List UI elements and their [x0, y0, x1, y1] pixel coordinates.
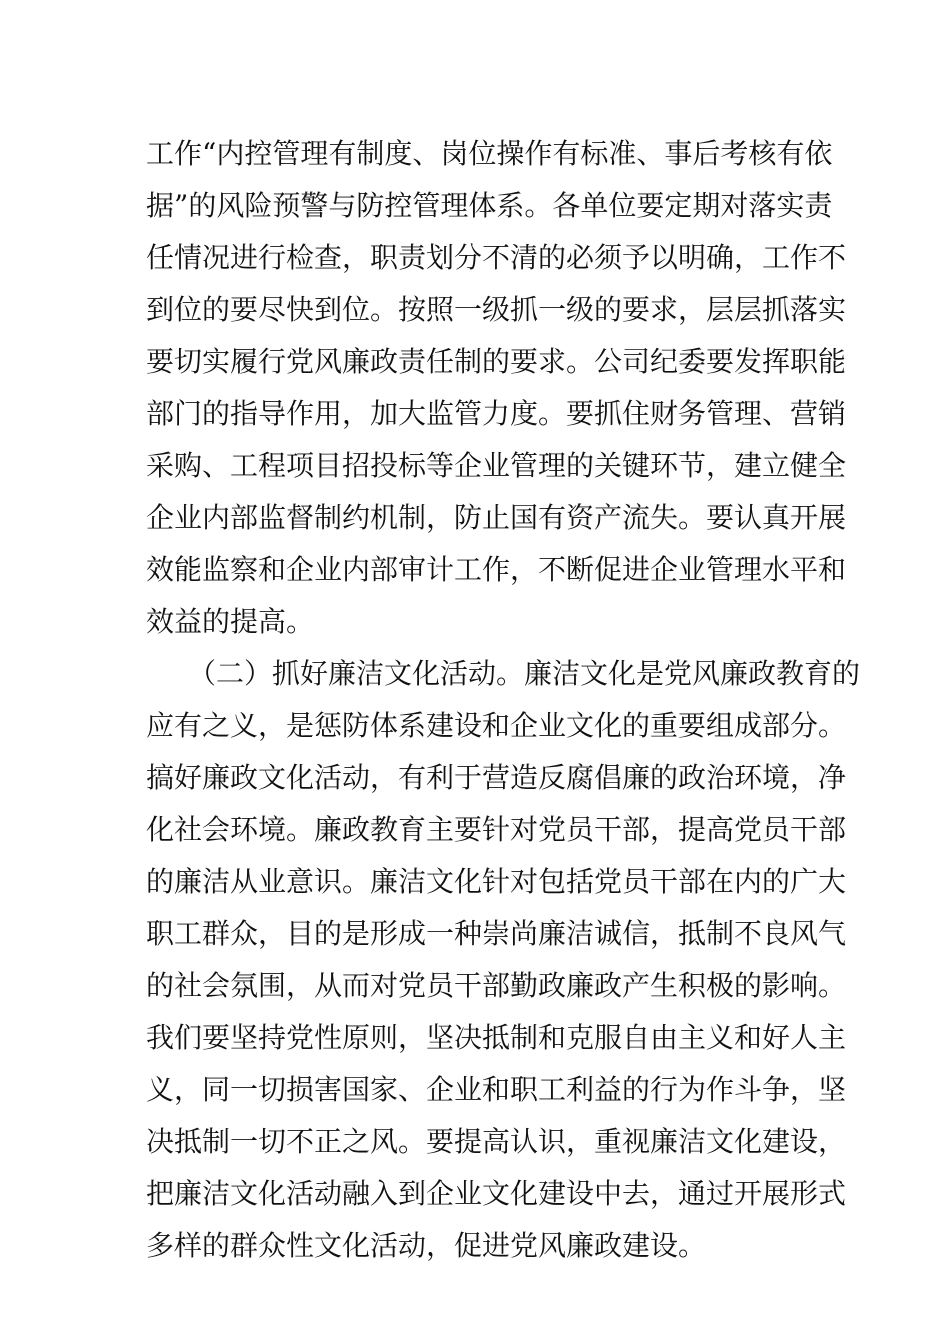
text-line: 效能监察和企业内部审计工作，不断促进企业管理水平和: [146, 553, 847, 586]
text-line: 应有之义，是惩防体系建设和企业文化的重要组成部分。: [146, 709, 847, 742]
text-line: 部门的指导作用，加大监管力度。要抓住财务管理、营销: [146, 397, 847, 430]
text-line: 企业内部监督制约机制，防止国有资产流失。要认真开展: [146, 501, 847, 534]
text-line: 职工群众，目的是形成一种崇尚廉洁诚信，抵制不良风气: [146, 917, 847, 950]
text-line: 效益的提高。: [146, 605, 315, 638]
text-line: 把廉洁文化活动融入到企业文化建设中去，通过开展形式: [146, 1177, 847, 1210]
text-line: 要切实履行党风廉政责任制的要求。公司纪委要发挥职能: [146, 345, 847, 378]
text-line: 据”的风险预警与防控管理体系。各单位要定期对落实责: [146, 189, 833, 222]
text-line: 义，同一切损害国家、企业和职工利益的行为作斗争，坚: [146, 1073, 847, 1106]
text-line: 我们要坚持党性原则，坚决抵制和克服自由主义和好人主: [146, 1021, 847, 1054]
text-line: 到位的要尽快到位。按照一级抓一级的要求，层层抓落实: [146, 293, 847, 326]
text-line: 工作“内控管理有制度、岗位操作有标准、事后考核有依: [146, 137, 833, 170]
text-line: 多样的群众性文化活动，促进党风廉政建设。: [146, 1229, 707, 1262]
text-line: 化社会环境。廉政教育主要针对党员干部，提高党员干部: [146, 813, 847, 846]
text-line: 的社会氛围，从而对党员干部勤政廉政产生积极的影响。: [146, 969, 847, 1002]
text-line: （二）抓好廉洁文化活动。廉洁文化是党风廉政教育的: [146, 657, 861, 690]
text-line: 决抵制一切不正之风。要提高认识，重视廉洁文化建设，: [146, 1125, 847, 1158]
text-line: 搞好廉政文化活动，有利于营造反腐倡廉的政治环境，净: [146, 761, 847, 794]
text-line: 采购、工程项目招投标等企业管理的关键环节，建立健全: [146, 449, 847, 482]
text-line: 任情况进行检查，职责划分不清的必须予以明确，工作不: [146, 241, 847, 274]
text-line: 的廉洁从业意识。廉洁文化针对包括党员干部在内的广大: [146, 865, 847, 898]
body-text: [146, 128, 861, 1272]
